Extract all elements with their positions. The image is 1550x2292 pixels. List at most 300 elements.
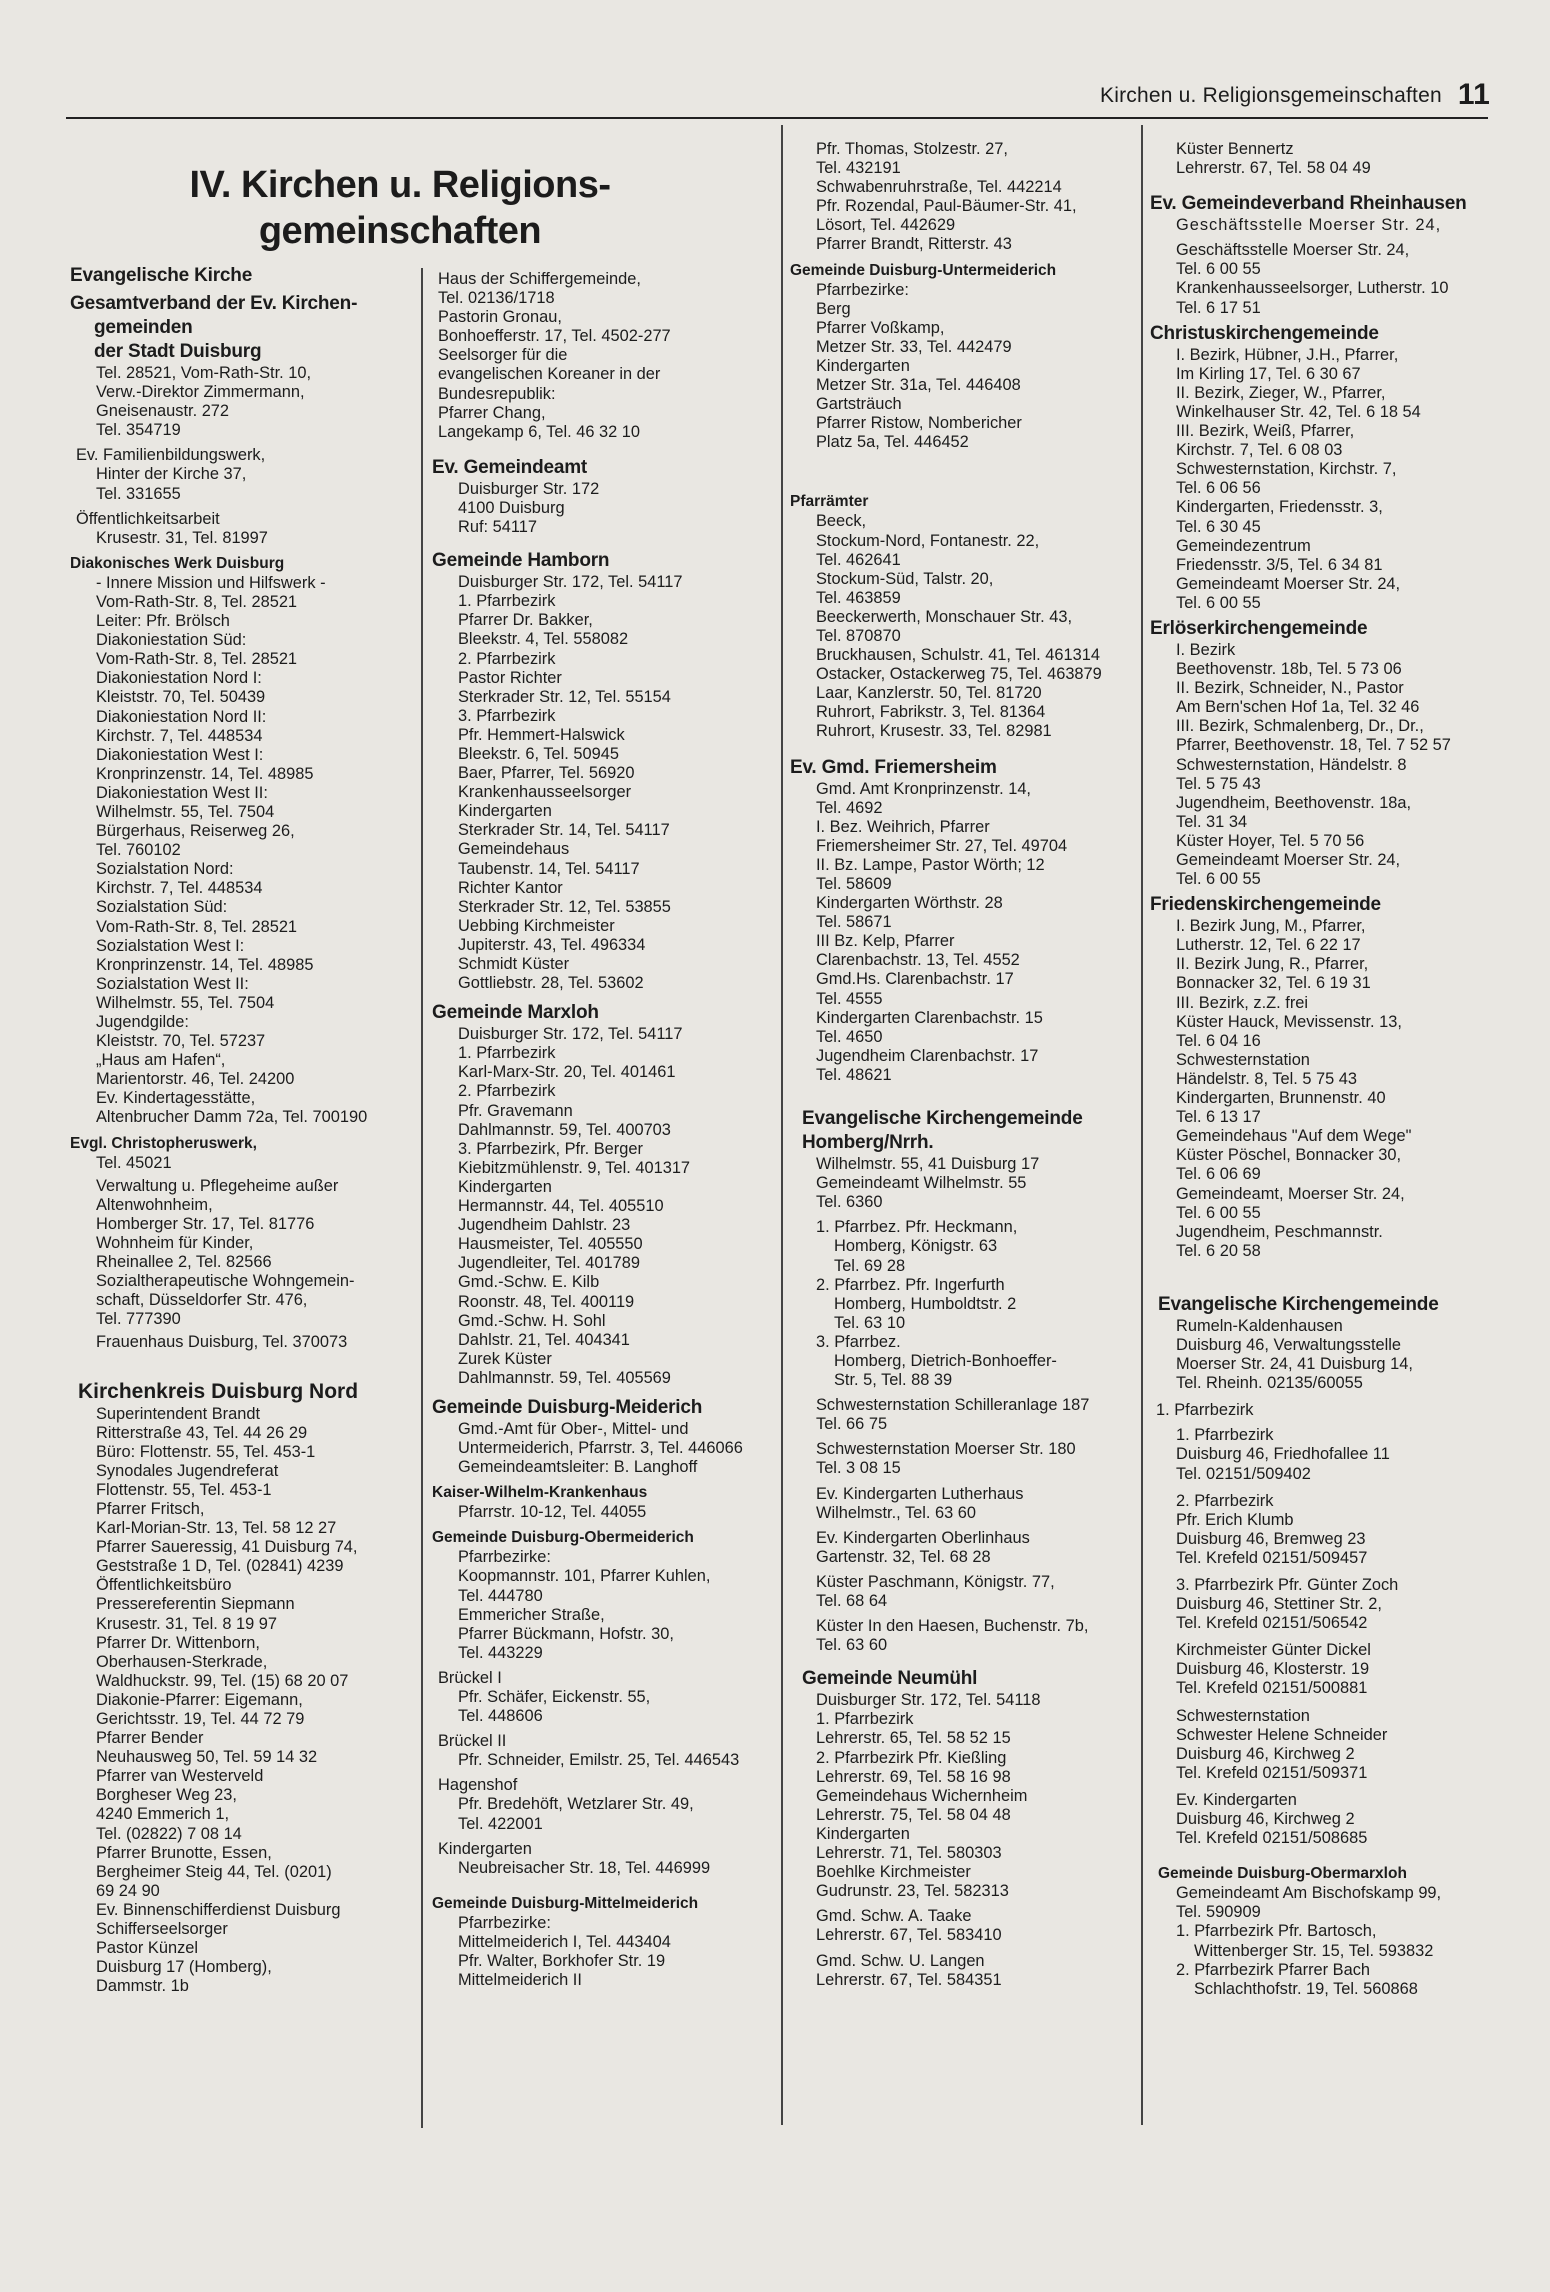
- entry-line: Küster Bennertz: [1176, 140, 1294, 158]
- entry-line: Vom-Rath-Str. 8, Tel. 28521: [96, 917, 298, 936]
- entry-line: Oberhausen-Sterkrade,: [96, 1652, 268, 1671]
- entry-line: Emmericher Straße,: [458, 1605, 605, 1624]
- entry-line: Brückel I: [438, 1668, 502, 1687]
- entry-line: Diakoniestation West I:: [96, 745, 264, 764]
- entry-line: Altenbrucher Damm 72a, Tel. 700190: [96, 1108, 368, 1127]
- entry-line: Tel. 6 20 58: [1176, 1241, 1261, 1260]
- entry-line: Krankenhausseelsorger, Lutherstr. 10: [1176, 279, 1449, 298]
- entry-line: Kindergarten: [816, 356, 910, 375]
- entry-line: III. Bezirk, z.Z. frei: [1176, 993, 1309, 1012]
- entry-line: Pfarrbezirke:: [816, 280, 909, 299]
- entry-line: Rheinallee 2, Tel. 82566: [96, 1253, 272, 1272]
- entry-line: Kleiststr. 70, Tel. 50439: [96, 688, 266, 707]
- entry-line: Händelstr. 8, Tel. 5 75 43: [1176, 1069, 1358, 1088]
- entry-line: Dammstr. 1b: [96, 1977, 189, 1996]
- entry-line: Stockum-Nord, Fontanestr. 22,: [816, 531, 1040, 550]
- entry-line: Geschäftsstelle Moerser Str. 24,: [1176, 241, 1410, 260]
- entry-line: Tel. 6 30 45: [1176, 517, 1261, 536]
- entry-line: Gemeindeamt Am Bischofskamp 99,: [1176, 1884, 1442, 1903]
- entry-line: Tel. 28521, Vom-Rath-Str. 10,: [96, 364, 312, 382]
- entry-line: Schifferseelsorger: [96, 1920, 228, 1939]
- section-heading: Ev. Gemeindeverband Rheinhausen: [1150, 193, 1467, 215]
- entry-line: Tel. 6 06 69: [1176, 1165, 1261, 1184]
- entry-line: Hausmeister, Tel. 405550: [458, 1235, 643, 1254]
- entry-line: evangelischen Koreaner in der: [438, 365, 661, 384]
- entry-line: Duisburger Str. 172: [458, 479, 600, 498]
- entry-line: Pastor Künzel: [96, 1939, 199, 1958]
- entry-line: Tel. 760102: [96, 841, 181, 860]
- entry-line: Seelsorger für die: [438, 346, 568, 365]
- entry-line: Pfr. Schäfer, Eickenstr. 55,: [458, 1688, 651, 1706]
- entry-line: Lehrerstr. 69, Tel. 58 16 98: [816, 1767, 1011, 1786]
- section-heading: Kaiser-Wilhelm-Krankenhaus: [432, 1484, 648, 1502]
- entry-line: Pfarrer Chang,: [438, 403, 546, 422]
- section-heading: Evangelische Kirchengemeinde: [802, 1108, 1083, 1130]
- spacer: [1150, 1484, 1495, 1492]
- entry-line: Tel. 432191: [816, 159, 901, 178]
- entry-line: Tel. 448606: [458, 1707, 543, 1726]
- entry-line: Pfr. Rozendal, Paul-Bäumer-Str. 41,: [816, 197, 1077, 216]
- entry-line: Ruhrort, Fabrikstr. 3, Tel. 81364: [816, 703, 1046, 722]
- entry-line: Tel. 6 00 55: [1176, 260, 1261, 279]
- entry-line: Homberger Str. 17, Tel. 81776: [96, 1214, 315, 1233]
- column-2: [432, 270, 794, 1990]
- entry-line: Küster Hauck, Mevissenstr. 13,: [1176, 1012, 1402, 1031]
- entry-line: Berg: [816, 299, 851, 318]
- entry-line: Wohnheim für Kinder,: [96, 1233, 254, 1252]
- spacer: [1150, 1393, 1495, 1401]
- entry-line: II. Bz. Lampe, Pastor Wörth; 12: [816, 855, 1045, 874]
- entry-line: Tel. 443229: [458, 1643, 543, 1662]
- entry-line: Gottliebstr. 28, Tel. 53602: [458, 974, 644, 993]
- entry-line: Pfarrer Dr. Bakker,: [458, 611, 593, 630]
- entry-line: 69 24 90: [96, 1881, 160, 1900]
- entry-line: Tel. 4650: [816, 1027, 883, 1046]
- entry-line: Tel. Krefeld 02151/509371: [1176, 1763, 1368, 1782]
- entry-line: Jugendheim, Peschmannstr.: [1176, 1222, 1383, 1241]
- entry-line: Tel. 6 00 55: [1176, 1203, 1261, 1222]
- entry-line: Beeck,: [816, 512, 867, 531]
- entry-line: Metzer Str. 31a, Tel. 446408: [816, 376, 1021, 395]
- entry-line: Tel. 58609: [816, 875, 892, 893]
- entry-line: Baer, Pfarrer, Tel. 56920: [458, 764, 635, 783]
- page-title: [130, 162, 670, 254]
- running-head: [1000, 78, 1490, 112]
- entry-line: Koopmannstr. 101, Pfarrer Kuhlen,: [458, 1567, 711, 1586]
- entry-line: Langekamp 6, Tel. 46 32 10: [438, 422, 641, 441]
- entry-line: Synodales Jugendreferat: [96, 1461, 279, 1480]
- section-heading: Christuskirchengemeinde: [1150, 322, 1379, 344]
- entry-line: Hagenshof: [438, 1776, 518, 1795]
- entry-line: Pfarrer Ristow, Nombericher: [816, 414, 1022, 433]
- entry-line: Rumeln-Kaldenhausen: [1176, 1316, 1343, 1335]
- entry-line: Ev. Kindergarten: [1176, 1790, 1297, 1809]
- entry-line: Tel. Krefeld 02151/508685: [1176, 1829, 1368, 1848]
- entry-line: Kindergarten: [458, 802, 552, 821]
- entry-line: Sterkrader Str. 14, Tel. 54117: [458, 821, 670, 840]
- top-rule: [66, 117, 1488, 119]
- entry-line: Duisburg 46, Friedhofallee 11: [1176, 1445, 1390, 1464]
- entry-line: Metzer Str. 33, Tel. 442479: [816, 337, 1012, 356]
- entry-line: Sozialtherapeutische Wohngemein-: [96, 1272, 355, 1291]
- entry-line: Superintendent Brandt: [96, 1404, 261, 1423]
- entry-line: III. Bezirk, Schmalenberg, Dr., Dr.,: [1176, 717, 1424, 736]
- entry-line: Boehlke Kirchmeister: [816, 1863, 971, 1882]
- entry-line: Tel. 69 28: [834, 1256, 906, 1275]
- entry-line: Schmidt Küster: [458, 955, 570, 973]
- entry-line: Pfr. Walter, Borkhofer Str. 19: [458, 1952, 666, 1971]
- entry-line: Kindergarten: [438, 1839, 532, 1858]
- column-1: [70, 264, 415, 1996]
- entry-line: Ruf: 54117: [458, 518, 537, 537]
- entry-line: Ev. Kindergarten Oberlinhaus: [816, 1528, 1030, 1547]
- entry-line: Kleiststr. 70, Tel. 57237: [96, 1032, 266, 1051]
- entry-line: Beeckerwerth, Monschauer Str. 43,: [816, 607, 1072, 626]
- entry-line: Küster Pöschel, Bonnacker 30,: [1176, 1146, 1402, 1165]
- entry-line: Tel. 6 13 17: [1176, 1108, 1261, 1127]
- entry-line: 3. Pfarrbez.: [816, 1332, 901, 1351]
- entry-line: I. Bez. Weihrich, Pfarrer: [816, 817, 990, 836]
- entry-line: 1. Pfarrbezirk: [816, 1710, 914, 1729]
- entry-line: Tel. 354719: [96, 421, 181, 440]
- entry-line: 2. Pfarrbezirk Pfr. Kießling: [816, 1748, 1007, 1767]
- entry-line: Duisburger Str. 172, Tel. 54118: [816, 1691, 1041, 1710]
- entry-line: Homberg, Dietrich-Bonhoeffer-: [834, 1351, 1057, 1370]
- entry-line: Büro: Flottenstr. 55, Tel. 453-1: [96, 1442, 316, 1461]
- entry-line: Gemeindezentrum: [1176, 536, 1311, 555]
- entry-line: Pfarrbezirke:: [458, 1913, 551, 1932]
- entry-line: Tel. 63 60: [816, 1636, 888, 1655]
- section-heading: Gesamtverband der Ev. Kirchen-: [70, 293, 358, 314]
- entry-line: Gmd.Hs. Clarenbachstr. 17: [816, 970, 1014, 989]
- entry-line: Diakoniestation West II:: [96, 783, 268, 802]
- entry-line: 4240 Emmerich 1,: [96, 1805, 230, 1824]
- section-heading: der Stadt Duisburg: [94, 341, 262, 362]
- entry-line: Lehrerstr. 75, Tel. 58 04 48: [816, 1805, 1011, 1824]
- entry-line: Richter Kantor: [458, 878, 563, 897]
- entry-line: 2. Pfarrbezirk Pfarrer Bach: [1176, 1960, 1371, 1979]
- entry-line: Bonnacker 32, Tel. 6 19 31: [1176, 974, 1371, 993]
- entry-line: Wilhelmstr. 55, Tel. 7504: [96, 993, 275, 1012]
- entry-line: Vom-Rath-Str. 8, Tel. 28521: [96, 592, 298, 611]
- entry-line: Tel. 6 17 51: [1176, 298, 1261, 317]
- section-heading: Gemeinde Duisburg-Obermarxloh: [1158, 1865, 1407, 1883]
- entry-line: Duisburg 46, Kirchweg 2: [1176, 1810, 1355, 1829]
- entry-line: II. Bezirk Jung, R., Pfarrer,: [1176, 955, 1369, 974]
- entry-line: Küster Hoyer, Tel. 5 70 56: [1176, 831, 1365, 850]
- section-heading: gemeinden: [94, 317, 193, 338]
- entry-line: Tel. 4555: [816, 989, 883, 1008]
- entry-line: Tel. 6360: [816, 1193, 883, 1212]
- entry-line: Ev. Kindergarten Lutherhaus: [816, 1484, 1024, 1503]
- spacer: [1150, 1783, 1495, 1791]
- entry-line: Bürgerhaus, Reiserweg 26,: [96, 822, 295, 841]
- entry-line: Schwesternstation Moerser Str. 180: [816, 1440, 1076, 1459]
- entry-line: Pfr. Bredehöft, Wetzlarer Str. 49,: [458, 1795, 694, 1814]
- entry-line: Hinter der Kirche 37,: [96, 465, 247, 484]
- entry-line: Pfarrer Brandt, Ritterstr. 43: [816, 235, 1012, 254]
- entry-line: Karl-Morian-Str. 13, Tel. 58 12 27: [96, 1519, 337, 1538]
- column-divider-1: [421, 268, 423, 2128]
- entry-line: Lehrerstr. 71, Tel. 580303: [816, 1844, 1002, 1863]
- entry-line: Tel. 6 00 55: [1176, 870, 1261, 889]
- running-title: Kirchen u. Religionsgemeinschaften: [1100, 84, 1442, 107]
- entry-line: Gudrunstr. 23, Tel. 582313: [816, 1882, 1009, 1901]
- entry-line: Duisburger Str. 172, Tel. 54117: [458, 1025, 683, 1044]
- entry-line: Pfr. Gravemann: [458, 1101, 573, 1120]
- entry-line: Diakoniestation Nord II:: [96, 707, 267, 726]
- entry-line: Ruhrort, Krusestr. 33, Tel. 82981: [816, 722, 1052, 741]
- entry-line: Haus der Schiffergemeinde,: [438, 270, 641, 288]
- entry-line: Jugendleiter, Tel. 401789: [458, 1254, 640, 1273]
- entry-line: Wilhelmstr. 55, Tel. 7504: [96, 802, 275, 821]
- entry-line: I. Bezirk, Hübner, J.H., Pfarrer,: [1176, 345, 1399, 364]
- page-title-line-2: gemeinschaften: [258, 210, 542, 252]
- entry-line: Friedensstr. 3/5, Tel. 6 34 81: [1176, 555, 1383, 574]
- entry-line: Küster In den Haesen, Buchenstr. 7b,: [816, 1617, 1089, 1636]
- entry-line: Tel. 462641: [816, 550, 901, 569]
- entry-line: Laar, Kanzlerstr. 50, Tel. 81720: [816, 684, 1042, 703]
- entry-line: Schwesternstation, Kirchstr. 7,: [1176, 460, 1397, 479]
- entry-line: Gartsträuch: [816, 395, 902, 414]
- entry-line: II. Bezirk, Schneider, N., Pastor: [1176, 679, 1404, 698]
- entry-line: 4100 Duisburg: [458, 498, 565, 517]
- entry-line: Karl-Marx-Str. 20, Tel. 401461: [458, 1063, 676, 1082]
- entry-line: 1. Pfarrbezirk: [458, 592, 556, 611]
- entry-line: Bergheimer Steig 44, Tel. (0201): [96, 1862, 332, 1881]
- entry-line: II. Bezirk, Zieger, W., Pfarrer,: [1176, 383, 1386, 402]
- entry-line: 3. Pfarrbezirk: [458, 706, 556, 725]
- entry-line: Gemeindeamtsleiter: B. Langhoff: [458, 1458, 698, 1477]
- entry-line: Schwesternstation Schilleranlage 187: [816, 1396, 1090, 1415]
- entry-line: Bleekstr. 6, Tel. 50945: [458, 744, 619, 763]
- entry-line: Diakonie-Pfarrer: Eigemann,: [96, 1690, 303, 1709]
- entry-line: Krankenhausseelsorger: [458, 783, 632, 802]
- entry-line: Marientorstr. 46, Tel. 24200: [96, 1070, 295, 1089]
- entry-line: Tel. 463859: [816, 588, 901, 607]
- entry-line: Tel. 45021: [96, 1153, 172, 1172]
- section-heading: Ev. Gmd. Friemersheim: [790, 756, 997, 778]
- entry-line: „Haus am Hafen“,: [96, 1051, 226, 1070]
- entry-line: Gemeindeamt Wilhelmstr. 55: [816, 1174, 1027, 1193]
- entry-line: Zurek Küster: [458, 1349, 552, 1368]
- entry-line: Öffentlichkeitsbüro: [96, 1576, 232, 1595]
- entry-line: Stockum-Süd, Talstr. 20,: [816, 569, 994, 588]
- entry-line: Sozialstation Süd:: [96, 898, 228, 917]
- entry-line: Lehrerstr. 67, Tel. 584351: [816, 1970, 1002, 1989]
- entry-line: Dahlmannstr. 59, Tel. 400703: [458, 1120, 671, 1139]
- entry-line: Pfr. Hemmert-Halswick: [458, 725, 625, 744]
- entry-line: Dahlmannstr. 59, Tel. 405569: [458, 1368, 671, 1387]
- entry-line: Kindergarten: [458, 1177, 552, 1196]
- entry-line: Gemeindeamt Moerser Str. 24,: [1176, 574, 1401, 593]
- entry-line: Hermannstr. 44, Tel. 405510: [458, 1197, 664, 1216]
- entry-line: Kronprinzenstr. 14, Tel. 48985: [96, 955, 314, 974]
- entry-line: Gmd. Amt Kronprinzenstr. 14,: [816, 779, 1031, 798]
- entry-line: Küster Paschmann, Königstr. 77,: [816, 1572, 1055, 1591]
- entry-line: Verw.-Direktor Zimmermann,: [96, 383, 305, 402]
- spacer: [1150, 1633, 1495, 1641]
- entry-line: Neubreisacher Str. 18, Tel. 446999: [458, 1858, 711, 1877]
- entry-line: Pfarrer Brunotte, Essen,: [96, 1843, 272, 1862]
- entry-line: Pfarrbezirke:: [458, 1548, 551, 1567]
- entry-line: Diakoniestation Süd:: [96, 631, 247, 650]
- entry-line: 3. Pfarrbezirk Pfr. Günter Zoch: [1176, 1576, 1399, 1594]
- section-heading: Pfarrämter: [790, 493, 869, 511]
- entry-line: Wilhelmstr. 55, 41 Duisburg 17: [816, 1155, 1040, 1174]
- entry-line: 1. Pfarrbezirk: [458, 1044, 556, 1063]
- entry-line: Flottenstr. 55, Tel. 453-1: [96, 1480, 272, 1499]
- entry-line: Platz 5a, Tel. 446452: [816, 433, 969, 452]
- entry-line: Bruckhausen, Schulstr. 41, Tel. 461314: [816, 646, 1100, 665]
- page-title-line-1: IV. Kirchen u. Religions-: [189, 164, 611, 206]
- entry-line: Kindergarten: [816, 1824, 910, 1843]
- section-heading: Evangelische Kirche: [70, 265, 253, 286]
- entry-line: Gmd.-Schw. E. Kilb: [458, 1273, 600, 1292]
- section-heading: Erlöserkirchengemeinde: [1150, 617, 1368, 639]
- entry-line: Wittenberger Str. 15, Tel. 593832: [1194, 1941, 1434, 1960]
- entry-line: Lehrerstr. 67, Tel. 58 04 49: [1176, 159, 1371, 178]
- entry-line: Krusestr. 31, Tel. 8 19 97: [96, 1614, 278, 1633]
- column-3: [790, 140, 1140, 1990]
- entry-line: Tel. 58671: [816, 913, 892, 932]
- section-heading: Gemeinde Hamborn: [432, 550, 610, 572]
- entry-line: 2. Pfarrbez. Pfr. Ingerfurth: [816, 1275, 1005, 1294]
- entry-line: Tel. 5 75 43: [1176, 774, 1261, 793]
- entry-line: Tel. 4692: [816, 798, 883, 817]
- entry-line: schaft, Düsseldorfer Str. 476,: [96, 1291, 308, 1310]
- section-heading: Gemeinde Duisburg-Obermeiderich: [432, 1529, 694, 1547]
- entry-line: Tel. 444780: [458, 1586, 543, 1605]
- entry-line: Tel. 02151/509402: [1176, 1464, 1311, 1483]
- entry-line: Jugendheim Dahlstr. 23: [458, 1216, 631, 1235]
- entry-line: Tel. 6 04 16: [1176, 1031, 1261, 1050]
- entry-line: Tel. 870870: [816, 626, 901, 645]
- section-heading: Homberg/Nrrh.: [802, 1132, 934, 1154]
- entry-line: I. Bezirk Jung, M., Pfarrer,: [1176, 917, 1366, 936]
- entry-line: Moerser Str. 24, 41 Duisburg 14,: [1176, 1355, 1413, 1374]
- entry-line: Bonhoefferstr. 17, Tel. 4502-277: [438, 327, 671, 346]
- entry-line: Gartenstr. 32, Tel. 68 28: [816, 1547, 991, 1566]
- entry-line: Tel. 66 75: [816, 1415, 888, 1434]
- entry-line: Str. 5, Tel. 88 39: [834, 1371, 953, 1390]
- entry-line: Tel. Krefeld 02151/506542: [1176, 1614, 1368, 1633]
- entry-line: Krusestr. 31, Tel. 81997: [96, 528, 268, 547]
- entry-line: Schwabenruhrstraße, Tel. 442214: [816, 178, 1062, 197]
- entry-line: Duisburg 46, Verwaltungsstelle: [1176, 1335, 1402, 1354]
- entry-line: Tel. Krefeld 02151/500881: [1176, 1679, 1368, 1698]
- entry-line: Taubenstr. 14, Tel. 54117: [458, 859, 640, 878]
- entry-line: Pressereferentin Siepmann: [96, 1595, 295, 1614]
- page-number: 11: [1457, 78, 1490, 111]
- section-heading: Gemeinde Duisburg-Mittelmeiderich: [432, 1894, 699, 1912]
- entry-line: 2. Pfarrbezirk: [1176, 1491, 1274, 1510]
- entry-line: Vom-Rath-Str. 8, Tel. 28521: [96, 650, 298, 669]
- spacer: [1150, 1699, 1495, 1707]
- entry-line: Uebbing Kirchmeister: [458, 916, 615, 935]
- entry-line: Sterkrader Str. 12, Tel. 55154: [458, 687, 671, 706]
- entry-line: 1. Pfarrbezirk: [1156, 1401, 1254, 1420]
- entry-line: 2. Pfarrbezirk: [458, 1082, 556, 1101]
- entry-line: Pfr. Thomas, Stolzestr. 27,: [816, 140, 1008, 158]
- entry-line: Geschäftsstelle Moerser Str. 24,: [1176, 216, 1442, 235]
- entry-line: Tel. 68 64: [816, 1592, 888, 1610]
- entry-line: Ostacker, Ostackerweg 75, Tel. 463879: [816, 665, 1102, 684]
- entry-line: Borgheser Weg 23,: [96, 1786, 237, 1805]
- entry-line: Pastorin Gronau,: [438, 308, 562, 327]
- entry-line: Gemeindehaus: [458, 840, 570, 859]
- entry-line: Dahlstr. 21, Tel. 404341: [458, 1330, 630, 1349]
- entry-line: Kirchmeister Günter Dickel: [1176, 1641, 1371, 1660]
- entry-line: Pfarrstr. 10-12, Tel. 44055: [458, 1503, 647, 1522]
- entry-line: Gemeindeamt, Moerser Str. 24,: [1176, 1184, 1405, 1203]
- entry-line: Bundesrepublik:: [438, 384, 556, 403]
- entry-line: Schlachthofstr. 19, Tel. 560868: [1194, 1979, 1418, 1998]
- entry-line: Tel. 777390: [96, 1310, 181, 1329]
- entry-line: Öffentlichkeitsarbeit: [76, 509, 220, 528]
- entry-line: Brückel II: [438, 1732, 507, 1751]
- entry-line: 1. Pfarrbezirk Pfr. Bartosch,: [1176, 1922, 1377, 1941]
- entry-line: Untermeiderich, Pfarrstr. 3, Tel. 446066: [458, 1439, 743, 1458]
- entry-line: Pfr. Erich Klumb: [1176, 1510, 1294, 1529]
- entry-line: Pfarrer van Westerveld: [96, 1767, 264, 1786]
- section-heading: Friedenskirchengemeinde: [1150, 894, 1381, 916]
- entry-line: Kirchstr. 7, Tel. 448534: [96, 879, 263, 898]
- entry-line: Kindergarten, Brunnenstr. 40: [1176, 1089, 1386, 1108]
- entry-line: Schwesternstation: [1176, 1050, 1310, 1069]
- entry-line: Sozialstation West II:: [96, 974, 249, 993]
- entry-line: Ritterstraße 43, Tel. 44 26 29: [96, 1423, 308, 1442]
- entry-line: Neuhausweg 50, Tel. 59 14 32: [96, 1748, 318, 1767]
- entry-line: Jugendheim, Beethovenstr. 18a,: [1176, 793, 1412, 812]
- entry-line: Gemeindeamt Moerser Str. 24,: [1176, 851, 1401, 869]
- entry-line: Lutherstr. 12, Tel. 6 22 17: [1176, 936, 1361, 955]
- section-heading: Gemeinde Duisburg-Meiderich: [432, 1396, 703, 1418]
- entry-line: Gmd.-Amt für Ober-, Mittel- und: [458, 1419, 689, 1438]
- entry-line: Bleekstr. 4, Tel. 558082: [458, 630, 629, 649]
- entry-line: Tel. Rheinh. 02135/60055: [1176, 1374, 1363, 1393]
- entry-line: Duisburg 46, Kirchweg 2: [1176, 1744, 1355, 1763]
- entry-line: Lösort, Tel. 442629: [816, 216, 956, 235]
- column-divider-3: [1141, 125, 1143, 2125]
- entry-line: Clarenbachstr. 13, Tel. 4552: [816, 951, 1020, 970]
- entry-line: Gmd.-Schw. H. Sohl: [458, 1311, 606, 1330]
- entry-line: Kindergarten Wörthstr. 28: [816, 894, 1003, 913]
- entry-line: Sterkrader Str. 12, Tel. 53855: [458, 897, 671, 916]
- entry-line: Im Kirling 17, Tel. 6 30 67: [1176, 364, 1361, 383]
- entry-line: Pfarrer Fritsch,: [96, 1499, 205, 1518]
- entry-line: Kronprinzenstr. 14, Tel. 48985: [96, 764, 314, 783]
- entry-line: Tel. 6 00 55: [1176, 593, 1261, 612]
- entry-line: Beethovenstr. 18b, Tel. 5 73 06: [1176, 660, 1402, 679]
- spacer: [1150, 1568, 1495, 1576]
- entry-line: - Innere Mission und Hilfswerk -: [96, 573, 326, 592]
- entry-line: Jupiterstr. 43, Tel. 496334: [458, 935, 646, 954]
- entry-line: Verwaltung u. Pflegeheime außer: [96, 1176, 339, 1195]
- entry-line: Duisburg 46, Stettiner Str. 2,: [1176, 1595, 1382, 1614]
- entry-line: Winkelhauser Str. 42, Tel. 6 18 54: [1176, 402, 1421, 421]
- entry-line: Duisburg 46, Bremweg 23: [1176, 1529, 1366, 1548]
- entry-line: III. Bezirk, Weiß, Pfarrer,: [1176, 422, 1355, 441]
- entry-line: Duisburg 17 (Homberg),: [96, 1958, 272, 1977]
- entry-line: III Bz. Kelp, Pfarrer: [816, 932, 955, 951]
- entry-line: Lehrerstr. 65, Tel. 58 52 15: [816, 1729, 1011, 1748]
- entry-line: Gmd. Schw. U. Langen: [816, 1951, 985, 1970]
- entry-line: Tel. 422001: [458, 1814, 543, 1833]
- section-heading: Evangelische Kirchengemeinde: [1158, 1293, 1439, 1315]
- entry-line: Geststraße 1 D, Tel. (02841) 4239: [96, 1557, 344, 1576]
- entry-line: Duisburg 46, Klosterstr. 19: [1176, 1660, 1370, 1679]
